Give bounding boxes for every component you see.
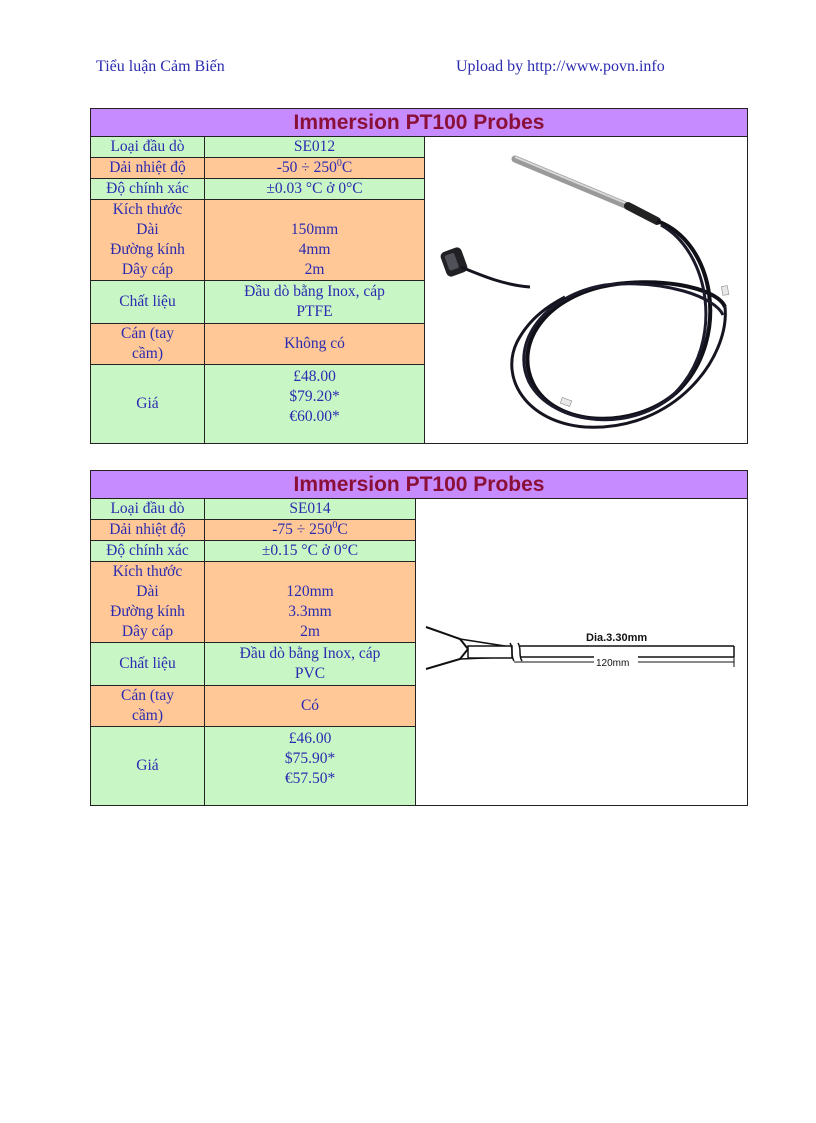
probe-title: Immersion PT100 Probes [91,471,748,499]
drawing-length-label: 120mm [596,658,630,669]
label-price: Giá [91,364,205,443]
probe-image-cell [425,137,748,444]
drawing-diameter-label: Dia.3.30mm [586,632,648,644]
probe-title: Immersion PT100 Probes [91,109,748,137]
value-handle: Có [205,685,416,726]
value-range: $-75 \div 250^0C$ [205,520,416,541]
value-material: Đầu dò bằng Inox, cáp PTFE [205,281,425,323]
label-accuracy: Độ chính xác [91,541,205,562]
value-handle: Không có [205,323,425,364]
header-right-upload: Upload by http://www.povn.info [456,58,665,75]
header-left-title: Tiểu luận Cảm Biến [96,58,225,75]
label-handle: Cán (tay cầm) [91,323,205,364]
probe-drawing-cell [416,499,748,806]
value-size: 120mm 3.3mm 2m [205,562,416,643]
value-type: SE014 [205,499,416,520]
probe-table-2 [90,470,748,806]
probe-dimension-drawing [416,499,748,799]
value-type: SE012 [205,137,425,158]
value-size: 150mm 4mm 2m [205,200,425,281]
label-type: Loại đầu dò [91,137,205,158]
label-size: Kích thước Dài Đường kính Dây cáp [91,562,205,643]
probe-cable-image [425,137,748,437]
label-handle: Cán (tay cầm) [91,685,205,726]
value-price: £48.00 $79.20* €60.00* [205,364,425,443]
label-material: Chất liệu [91,281,205,323]
value-price: £46.00 $75.90* €57.50* [205,726,416,805]
label-size: Kích thước Dài Đường kính Dây cáp [91,200,205,281]
value-accuracy: ±0.15 °C ở 0°C [205,541,416,562]
label-accuracy: Độ chính xác [91,179,205,200]
label-range: Dải nhiệt độ [91,520,205,541]
label-range: Dải nhiệt độ [91,158,205,179]
label-material: Chất liệu [91,643,205,685]
value-range: $-50 \div 250^0C$ [205,158,425,179]
label-type: Loại đầu dò [91,499,205,520]
value-accuracy: ±0.03 °C ở 0°C [205,179,425,200]
value-material: Đầu dò bằng Inox, cáp PVC [205,643,416,685]
probe-table-1 [90,108,748,444]
label-price: Giá [91,726,205,805]
